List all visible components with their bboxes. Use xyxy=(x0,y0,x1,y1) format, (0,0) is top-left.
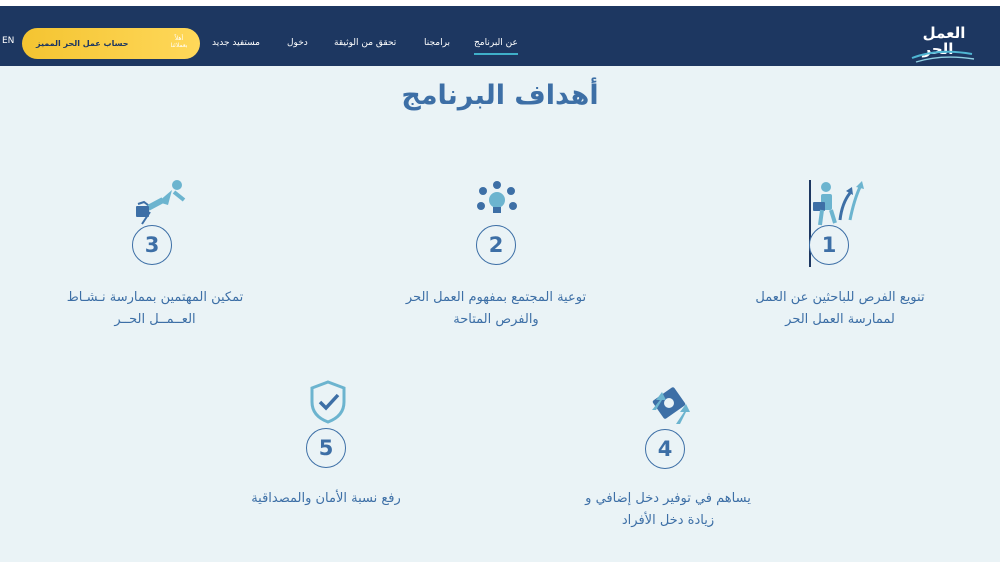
income-growth-icon xyxy=(646,380,694,434)
top-navbar xyxy=(0,6,1000,66)
nav-login[interactable]: دخول xyxy=(287,38,308,48)
premium-badge-icon: أهلاً بعملائنا xyxy=(170,35,188,49)
brand-line-1: العمل xyxy=(922,24,966,42)
goal-number-3: 3 xyxy=(132,225,172,265)
nav-verify-document[interactable]: تحقق من الوثيقة xyxy=(334,38,397,48)
premium-account-button[interactable] xyxy=(22,28,200,59)
premium-account-label: حساب عمل الحر المميز xyxy=(36,39,129,48)
brand-line-2: الحر xyxy=(922,40,954,58)
goal-text-3 xyxy=(40,287,270,331)
language-toggle[interactable]: EN xyxy=(2,36,15,46)
goal-2-line-1: توعية المجتمع بمفهوم العمل الحر xyxy=(405,290,587,305)
goal-4-line-1: يساهم في توفير دخل إضافي و xyxy=(585,491,751,506)
businessman-running-icon xyxy=(130,178,190,232)
goal-text-4 xyxy=(540,488,796,532)
goal-number-4: 4 xyxy=(645,429,685,469)
shield-check-icon xyxy=(308,380,348,428)
goal-2-line-2: والفرص المتاحة xyxy=(453,312,539,327)
goal-number-1: 1 xyxy=(809,225,849,265)
goal-3-line-2: العــمــل الحــر xyxy=(114,312,196,327)
nav-our-programs[interactable]: برامجنا xyxy=(424,38,451,48)
nav-new-beneficiary[interactable]: مستفيد جديد xyxy=(212,38,260,48)
lightbulb-people-icon xyxy=(472,176,522,230)
goal-number-2: 2 xyxy=(476,225,516,265)
nav-about-program[interactable]: عن البرنامج xyxy=(474,38,518,48)
goal-4-line-2: زيادة دخل الأفراد xyxy=(621,513,715,528)
goal-5-line-1: رفع نسبة الأمان والمصداقية xyxy=(251,491,401,506)
goal-1-line-1: تنويع الفرص للباحثين عن العمل xyxy=(755,290,925,305)
page-title: أهداف البرنامج xyxy=(401,80,599,111)
goal-number-5: 5 xyxy=(306,428,346,468)
goal-3-line-1: تمكين المهتمين بممارسة نـشـاط xyxy=(66,290,244,305)
goal-text-5 xyxy=(226,488,426,510)
brand-logo-icon xyxy=(908,18,978,64)
goal-text-1 xyxy=(700,287,980,331)
goal-text-2 xyxy=(365,287,627,331)
goal-1-line-2: لممارسة العمل الحر xyxy=(785,312,895,327)
brand-logo[interactable] xyxy=(908,18,978,64)
